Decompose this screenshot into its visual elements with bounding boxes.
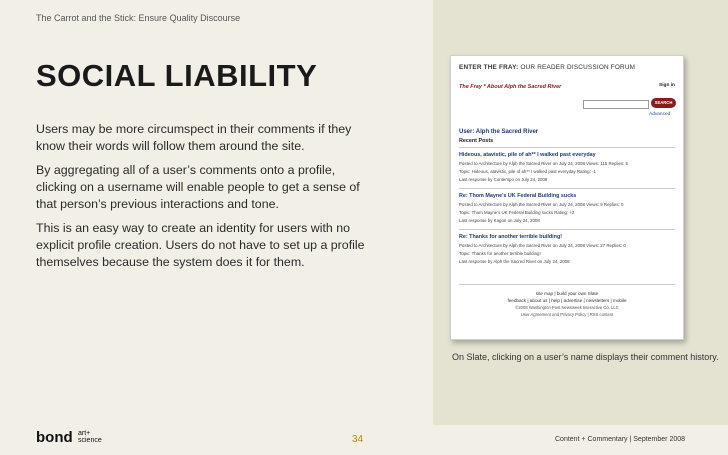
forum-footer: [451, 290, 683, 318]
forum-header-rest: OUR READER DISCUSSION FORUM: [518, 64, 636, 71]
footer-links-1[interactable]: site map | build your own Slate: [535, 291, 599, 296]
forum-header-bold: ENTER THE FRAY:: [459, 64, 519, 71]
post-item: [459, 152, 679, 185]
divider: [459, 229, 675, 230]
post-meta: Posted to Architecture by Alph the Sacred River on July 24, 2008 Views: 27 Replies: 0: [459, 243, 626, 248]
slide-kicker: The Carrot and the Stick: Ensure Quality Discourse: [36, 13, 241, 23]
post-meta: Posted to Architecture by Alph the Sacred River on July 24, 2008 Views: 115 Replies: 5: [459, 161, 628, 166]
footer-info: Content + Commentary | September 2008: [555, 436, 686, 443]
post-topic: Topic: Thom Mayne's UK Federal Building sucks Rating: +2: [459, 210, 575, 215]
post-last-response: Last response by Kagon on July 24, 2008: [459, 218, 540, 223]
divider: [459, 284, 675, 285]
logo-art: art+: [78, 430, 91, 437]
logo-science: science: [78, 437, 102, 444]
post-item: [459, 234, 679, 267]
footer-copyright: ©2008 Washington Post.Newsweek Interactive Co. LLC: [515, 305, 619, 310]
search-input[interactable]: [583, 100, 649, 109]
post-title[interactable]: Re: Thanks for another terrible building!: [459, 234, 563, 240]
page-number: 34: [352, 434, 364, 445]
signin-link[interactable]: Sign in: [659, 83, 675, 88]
divider: [459, 188, 675, 189]
body-text: [36, 121, 366, 278]
post-title[interactable]: Re: Thom Mayne's UK Federal Building sucks: [459, 193, 577, 199]
paragraph-1: Users may be more circumspect in their comments if they know their words will follow them around the site.: [36, 122, 352, 153]
footer-policy[interactable]: User Agreement and Privacy Policy | RSS content: [520, 312, 614, 317]
post-title[interactable]: Hideous, atavistic, pile of ah** I walked past everyday: [459, 152, 596, 158]
user-heading: User: Alph the Sacred River: [459, 129, 539, 135]
post-item: [459, 193, 679, 226]
slate-screenshot: [450, 55, 684, 340]
advanced-search-link[interactable]: Advanced: [649, 112, 671, 117]
post-meta: Posted to Architecture by Alph the Sacred River on July 24, 2008 Views: 9 Replies: 0: [459, 202, 624, 207]
paragraph-2: By aggregating all of a user’s comments onto a profile, clicking on a username will enable people to get a sense of that person’s previous interactions and tone.: [36, 163, 360, 211]
post-last-response: Last response by Alph the Sacred River on July 24, 2008: [459, 259, 570, 264]
paragraph-3: This is an easy way to create an identity for users with no explicit profile creation. Users do not have to set up a profile themselves because the system does it for them.: [36, 221, 365, 269]
search-button[interactable]: SEARCH: [651, 98, 676, 108]
post-topic: Topic: Thanks for another terrible building!: [459, 251, 541, 256]
forum-header: [459, 64, 635, 71]
post-last-response: Last response by Contempo on July 24, 2008: [459, 177, 548, 182]
logo-word: bond: [36, 429, 73, 446]
screenshot-caption: On Slate, clicking on a user’s name displays their comment history.: [452, 352, 719, 362]
post-topic: Topic: Hideous, atavistic, pile of ah** I walked past everyday Rating: -1: [459, 169, 596, 174]
recent-posts-heading: Recent Posts: [459, 138, 494, 144]
forum-breadcrumb[interactable]: The Fray * About Alph the Sacred River: [459, 84, 562, 90]
footer-links-2[interactable]: feedback | about us | help | advertise | newsletters | mobile: [507, 298, 627, 303]
bond-logo: [36, 426, 108, 446]
divider: [459, 147, 675, 148]
slide-title: SOCIAL LIABILITY: [36, 58, 318, 93]
